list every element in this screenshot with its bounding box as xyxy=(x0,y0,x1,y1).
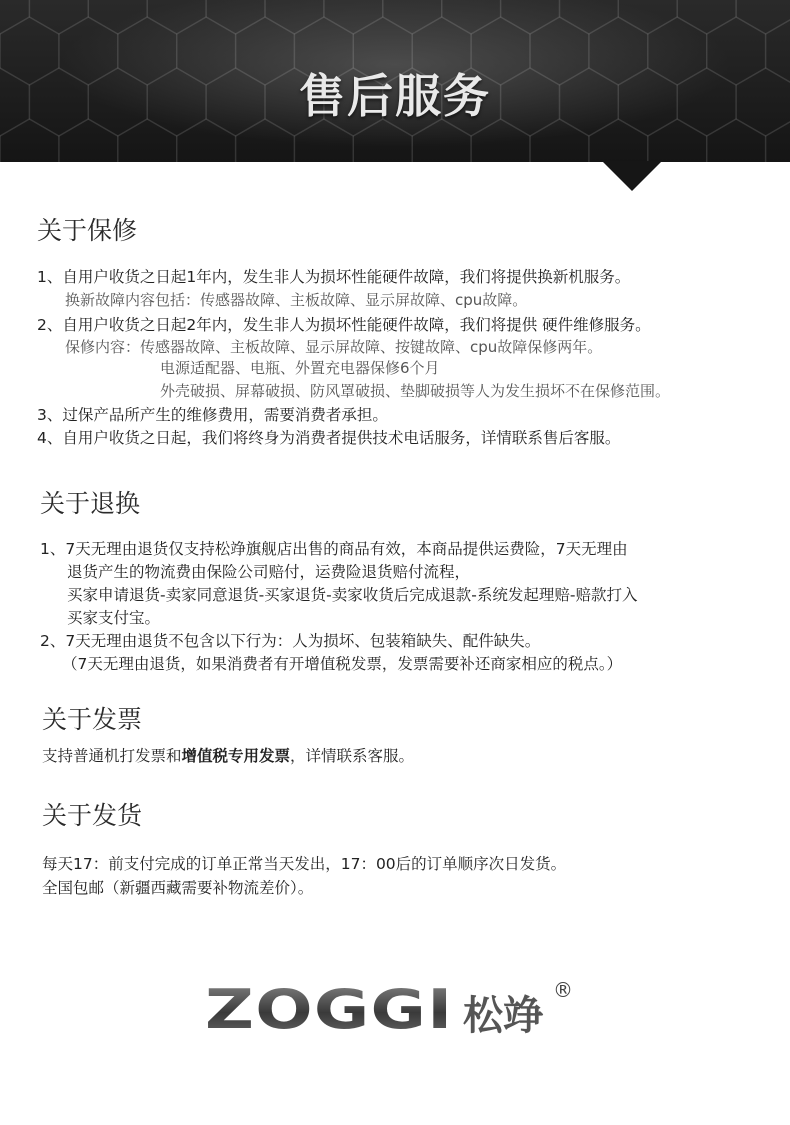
returns-line-1-cont: 退货产生的物流费由保险公司赔付，运费险退货赔付流程， xyxy=(67,563,471,581)
logo-wordmark: ZOGGI xyxy=(205,978,454,1041)
hexagon-shape xyxy=(88,0,147,34)
section-title-returns: 关于退换 xyxy=(40,489,141,518)
hexagon-shape xyxy=(0,0,29,34)
hexagon-shape xyxy=(442,0,501,34)
returns-invoice-note: （7天无理由退货，如果消费者有开增值税发票，发票需要补还商家相应的税点。） xyxy=(62,655,623,673)
invoice-text xyxy=(42,744,414,766)
hexagon-shape xyxy=(324,0,383,34)
returns-line-2: 2、7天无理由退货不包含以下行为：人为损坏、包装箱缺失、配件缺失。 xyxy=(40,632,541,650)
warranty-line-2-detail: 保修内容：传感器故障、主板故障、显示屏故障、按键故障、cpu故障保修两年。 xyxy=(65,338,603,356)
hexagon-shape xyxy=(29,0,88,34)
registered-mark: ® xyxy=(553,978,573,1002)
header-banner xyxy=(0,0,790,162)
hexagon-shape xyxy=(560,0,619,34)
hexagon-shape xyxy=(677,0,736,34)
section-title-warranty: 关于保修 xyxy=(37,216,138,245)
invoice-text-bold: 增值税专用发票 xyxy=(181,747,291,765)
hexagon-shape xyxy=(618,0,677,34)
hexagon-shape xyxy=(206,0,265,34)
shipping-line-1: 每天17：前支付完成的订单正常当天发出，17：00后的订单顺序次日发货。 xyxy=(42,855,567,873)
page-title: 售后服务 xyxy=(299,69,491,123)
brand-logo xyxy=(205,978,595,1041)
logo-chinese-name: 松竫 xyxy=(463,993,543,1039)
hexagon-shape xyxy=(147,0,206,34)
warranty-line-1: 1、自用户收货之日起1年内，发生非人为损坏性能硬件故障，我们将提供换新机服务。 xyxy=(37,268,631,286)
hexagon-shape xyxy=(383,0,442,34)
banner-notch xyxy=(602,161,662,191)
hexagon-shape xyxy=(736,0,790,34)
returns-claim-process: 买家申请退货-卖家同意退货-买家退货-卖家收货后完成退款-系统发起理赔-赔款打入 xyxy=(67,586,638,604)
invoice-text-before: 支持普通机打发票和 xyxy=(42,747,182,765)
warranty-line-1-detail: 换新故障内容包括：传感器故障、主板故障、显示屏故障、cpu故障。 xyxy=(65,291,528,309)
warranty-line-3: 3、过保产品所产生的维修费用，需要消费者承担。 xyxy=(37,406,388,424)
warranty-line-2: 2、自用户收货之日起2年内，发生非人为损坏性能硬件故障，我们将提供 硬件维修服务。 xyxy=(37,316,651,334)
invoice-text-after: ，详情联系客服。 xyxy=(290,747,415,765)
warranty-line-2-accessories: 电源适配器、电瓶、外置充电器保修6个月 xyxy=(160,359,440,377)
warranty-line-2-exclusions: 外壳破损、屏幕破损、防风罩破损、垫脚破损等人为发生损坏不在保修范围。 xyxy=(160,382,671,400)
hexagon-shape xyxy=(501,0,560,34)
returns-line-1: 1、7天无理由退货仅支持松竫旗舰店出售的商品有效，本商品提供运费险，7天无理由 xyxy=(40,540,628,558)
section-title-shipping: 关于发货 xyxy=(42,801,143,830)
hexagon-shape xyxy=(265,0,324,34)
returns-claim-process-cont: 买家支付宝。 xyxy=(67,609,161,627)
section-title-invoice: 关于发票 xyxy=(42,705,143,734)
shipping-line-2: 全国包邮（新疆西藏需要补物流差价）。 xyxy=(42,879,314,897)
warranty-line-4: 4、自用户收货之日起，我们将终身为消费者提供技术电话服务，详情联系售后客服。 xyxy=(37,429,621,447)
